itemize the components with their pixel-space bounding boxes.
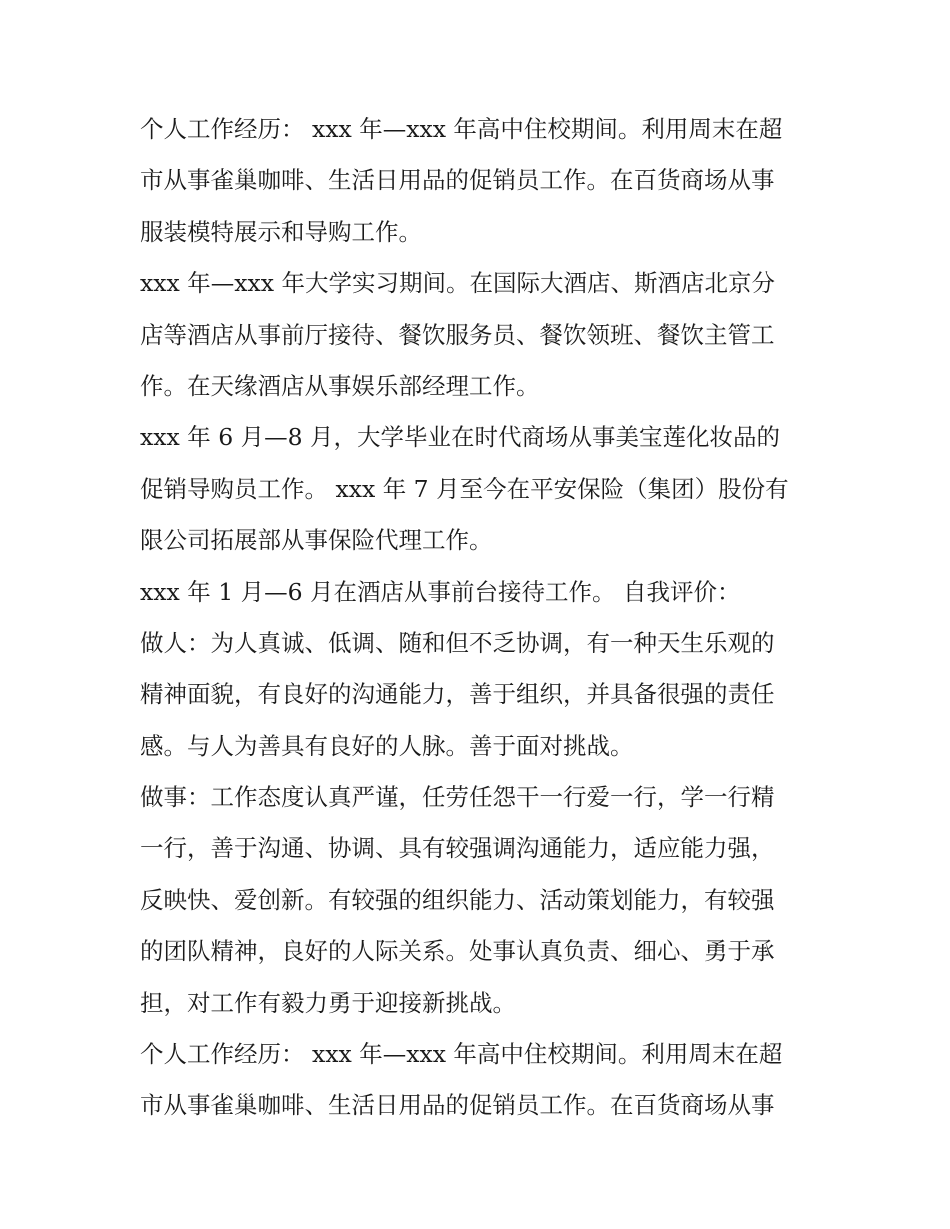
text-line: 个人工作经历： xxx 年—xxx 年高中住校期间。利用周末在超 xyxy=(140,115,783,143)
document-body xyxy=(140,104,820,1132)
text-line: 感。与人为善具有良好的人脉。善于面对挑战。 xyxy=(140,731,634,760)
text-line: 一行，善于沟通、协调、具有较强调沟通能力，适应能力强， xyxy=(140,834,775,863)
text-line: 担，对工作有毅力勇于迎接新挑战。 xyxy=(140,988,516,1017)
text-line: 市从事雀巢咖啡、生活日用品的促销员工作。在百货商场从事 xyxy=(140,1091,775,1120)
text-line: 作。在天缘酒店从事娱乐部经理工作。 xyxy=(140,371,540,400)
text-line: 限公司拓展部从事保险代理工作。 xyxy=(140,526,493,555)
text-line: 做人：为人真诚、低调、随和但不乏协调，有一种天生乐观的 xyxy=(140,628,775,657)
text-line: xxx 年 6 月—8 月，大学毕业在时代商场从事美宝莲化妆品的 xyxy=(140,423,781,452)
text-line: 个人工作经历： xxx 年—xxx 年高中住校期间。利用周末在超 xyxy=(140,1040,783,1069)
text-line: 做事：工作态度认真严谨，任劳任怨干一行爱一行，学一行精 xyxy=(140,783,775,812)
text-line: xxx 年—xxx 年大学实习期间。在国际大酒店、斯酒店北京分 xyxy=(140,269,775,298)
text-line: 店等酒店从事前厅接待、餐饮服务员、餐饮领班、餐饮主管工 xyxy=(140,320,775,349)
text-line: 反映快、爱创新。有较强的组织能力、活动策划能力，有较强 xyxy=(140,885,775,914)
text-line: 服装模特展示和导购工作。 xyxy=(140,217,422,246)
text-line: 促销导购员工作。 xxx 年 7 月至今在平安保险（集团）股份有 xyxy=(140,474,789,503)
text-line: 的团队精神，良好的人际关系。处事认真负责、细心、勇于承 xyxy=(140,937,775,966)
text-line: 市从事雀巢咖啡、生活日用品的促销员工作。在百货商场从事 xyxy=(140,166,775,195)
text-line: 精神面貌，有良好的沟通能力，善于组织，并具备很强的责任 xyxy=(140,680,775,709)
text-line: xxx 年 1 月—6 月在酒店从事前台接待工作。 自我评价： xyxy=(140,577,741,606)
